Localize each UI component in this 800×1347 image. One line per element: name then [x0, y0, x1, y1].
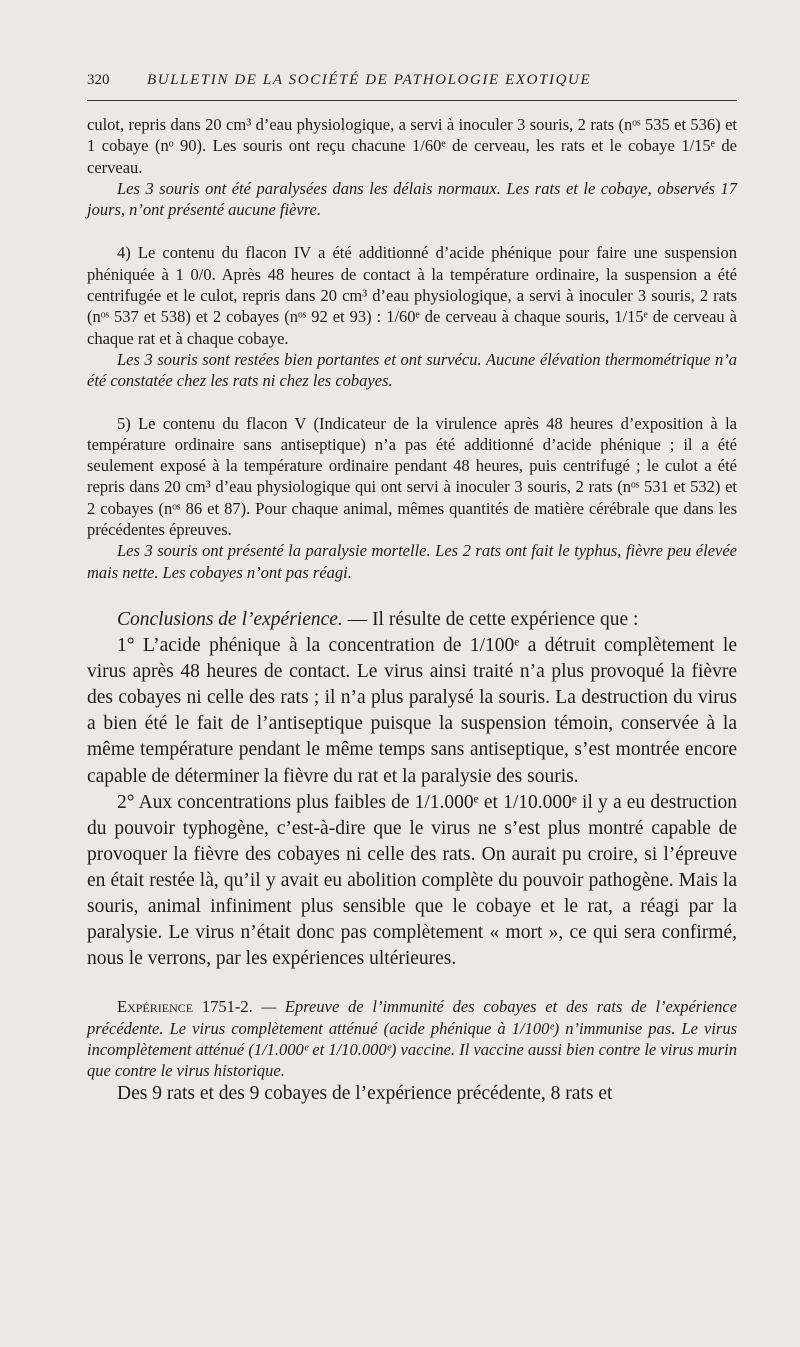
running-header: [87, 72, 737, 89]
paragraph: 4) Le contenu du flacon IV a été additionné d’acide phénique pour faire une suspension phéniquée à 1 0/0. Après 48 heures de contact à la température ordinaire, la suspension a été centrifugée et le culot, repris dans 20 cm³ d’eau physiologique, a servi à inoculer 3 souris, 2 rats (nᵒˢ 537 et 538) et 2 cobayes (nᵒˢ 92 et 93) : 1/60ᵉ de cerveau à chaque souris, 1/15ᵉ de cerveau à chaque rat et à chaque cobaye.: [87, 243, 737, 348]
journal-title: BULLETIN DE LA SOCIÉTÉ DE PATHOLOGIE EXOTIQUE: [147, 72, 592, 88]
section-flacon-5: [87, 413, 737, 583]
conclusions-lead: — Il résulte de cette expérience que :: [342, 608, 639, 630]
section-flacon-3: [87, 114, 737, 220]
experiment-paragraph: Des 9 rats et des 9 cobayes de l’expérience précédente, 8 rats et: [117, 1083, 613, 1105]
paragraph: culot, repris dans 20 cm³ d’eau physiologique, a servi à inoculer 3 souris, 2 rats (nᵒˢ 535 et 536) et 1 cobaye (nᵒ 90). Les souris ont reçu chacune 1/60ᵉ de cerveau, les rats et le cobaye 1/15ᵉ de cerveau.: [87, 115, 737, 177]
experiment-title: — Epreuve de l’immunité des cobayes et des rats de l’expérience précédente. Le virus complètement atténué (acide phénique à 1/100ᵉ) n’immunise pas. Le virus incomplètement atténué (1/1.000ᵉ et 1/10.000ᵉ) vaccine. Il vaccine aussi bien contre le virus murin que contre le virus historique.: [87, 997, 738, 1081]
experiment-label: Expérience 1751-2.: [117, 997, 253, 1017]
experiment-section: [87, 996, 737, 1081]
section-flacon-4: [87, 242, 737, 391]
conclusion-2: 2° Aux concentrations plus faibles de 1/1.000ᵉ et 1/10.000ᵉ il y a eu destruction du pouvoir typhogène, c’est-à-dire que le virus ne s’est plus montré capable de provoquer la fièvre des cobayes ni celle des rats. On aurait pu croire, si l’épreuve en était restée là, qu’il y avait eu abolition complète du pouvoir pathogène. Mais la souris, animal infiniment plus sensible que le cobaye et le rat, a réagi par la paralysie. Le virus n’était donc pas complètement « mort », ce qui sera confirmé, nous le verrons, par les expériences ultérieures.: [87, 791, 737, 970]
header-rule: [87, 100, 737, 101]
conclusions-section: [87, 607, 737, 972]
conclusions-heading: Conclusions de l’expérience.: [117, 608, 343, 630]
conclusion-1: 1° L’acide phénique à la concentration de 1/100ᵉ a détruit complètement le virus après 48 heures de contact. Le virus ainsi traité n’a plus provoqué la fièvre des cobayes ni celle des rats ; il n’a plus paralysé la souris. La destruction du virus a bien été le fait de l’antiseptique puisque la suspension témoin, conservée à la même température pendant le même temps sans antiseptique, s’est montrée encore capable de déterminer la fièvre du rat et la paralysie des souris.: [87, 635, 737, 787]
page-number: 320: [87, 72, 110, 88]
result-paragraph: Les 3 souris ont présenté la paralysie mortelle. Les 2 rats ont fait le typhus, fièvre peu élevée mais nette. Les cobayes n’ont pas réagi.: [87, 541, 737, 582]
result-paragraph: Les 3 souris sont restées bien portantes et ont survécu. Aucune élévation thermométrique n’a été constatée chez les rats ni chez les cobayes.: [87, 349, 737, 391]
body-text: [87, 114, 737, 1108]
paragraph: 5) Le contenu du flacon V (Indicateur de la virulence après 48 heures d’exposition à la température ordinaire sans antiseptique) n’a pas été additionné d’acide phénique ; il a été seulement exposé à la température ordinaire pendant 48 heures, puis centrifugé ; le culot a été repris dans 20 cm³ d’eau physiologique qui ont servi à inoculer 3 souris, 2 rats (nᵒˢ 531 et 532) et 2 cobayes (nᵒˢ 86 et 87). Pour chaque animal, mêmes quantités de matière cérébrale que dans les précédentes épreuves.: [87, 413, 737, 540]
result-paragraph: Les 3 souris ont été paralysées dans les délais normaux. Les rats et le cobaye, observés 17 jours, n’ont présenté aucune fièvre.: [87, 178, 737, 220]
